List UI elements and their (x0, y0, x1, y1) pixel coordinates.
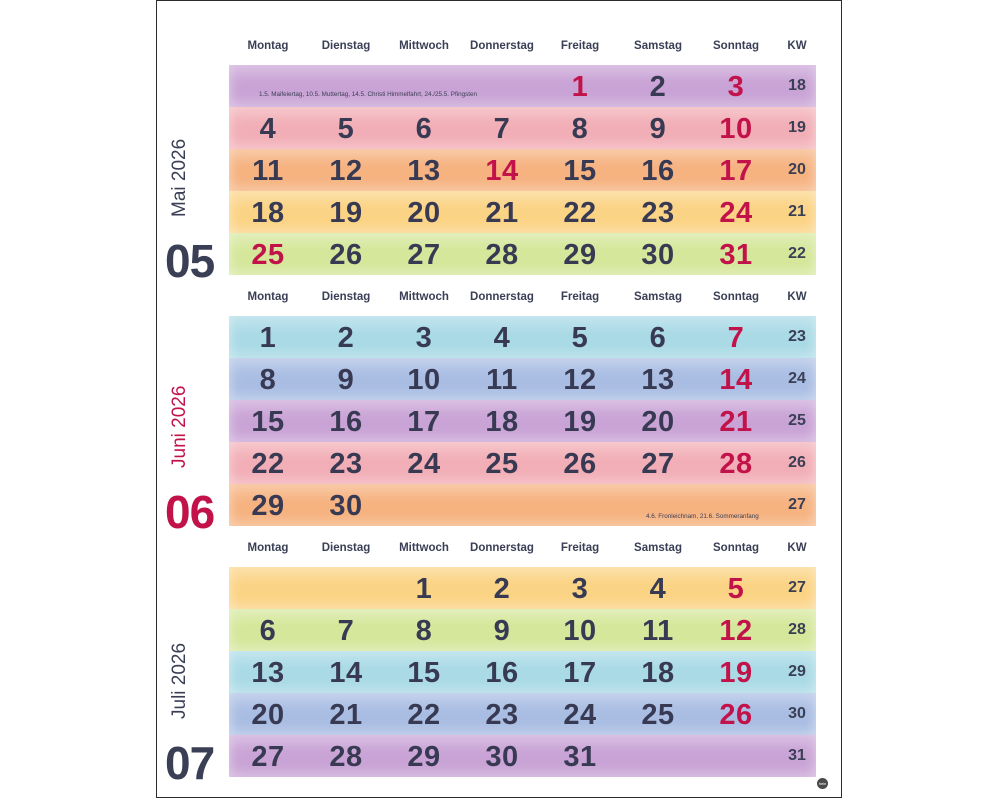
week-row (229, 735, 816, 777)
month-number: 07 (165, 737, 215, 789)
day-cell: 20 (641, 406, 675, 438)
week-row (229, 316, 816, 358)
day-cell: 24 (563, 699, 597, 731)
day-cell: 4 (493, 322, 511, 354)
day-cell: 2 (493, 573, 511, 605)
weekday-header: Donnerstag (470, 542, 534, 554)
day-cell-holiday: 7 (727, 322, 745, 354)
week-row (229, 191, 816, 233)
day-cell: 15 (407, 657, 441, 689)
week-number: 24 (788, 370, 806, 387)
weekday-header: Dienstag (321, 40, 371, 52)
month-name-year (169, 139, 191, 217)
month-year: 2026 (169, 138, 190, 182)
kw-header: KW (787, 40, 807, 52)
week-row (229, 400, 816, 442)
day-cell: 22 (251, 448, 285, 480)
weekday-header: Mittwoch (399, 40, 449, 52)
day-cell-holiday: 17 (719, 155, 753, 187)
day-cell: 29 (407, 741, 441, 773)
week-row (229, 693, 816, 735)
day-cell-holiday: 26 (719, 699, 753, 731)
day-cell-holiday: 14 (485, 155, 519, 187)
day-cell: 13 (407, 155, 441, 187)
weekday-header: Mittwoch (399, 291, 449, 303)
day-cell-holiday: 31 (719, 239, 753, 271)
month-name-year (169, 386, 191, 468)
weekday-header: Freitag (560, 291, 600, 303)
weekday-header: Donnerstag (470, 40, 534, 52)
day-cell: 2 (337, 322, 355, 354)
month-name-year (169, 643, 191, 719)
day-cell: 3 (415, 322, 433, 354)
week-row (229, 442, 816, 484)
day-cell (463, 65, 541, 107)
day-cell: 9 (493, 615, 511, 647)
day-cell: 12 (563, 364, 597, 396)
day-cell: 31 (563, 741, 597, 773)
weekday-header: Sonntag (713, 542, 759, 554)
day-cell (541, 484, 619, 526)
month-name: Juli (169, 690, 190, 719)
weekday-header: Freitag (560, 40, 600, 52)
day-cell-holiday: 5 (727, 573, 745, 605)
calendar-page (156, 0, 842, 798)
weekday-header: Donnerstag (470, 291, 534, 303)
week-number: 18 (788, 77, 806, 94)
day-cell (385, 484, 463, 526)
day-cell-holiday: 10 (719, 113, 753, 145)
day-cell: 26 (563, 448, 597, 480)
day-cell: 30 (641, 239, 675, 271)
day-cell: 21 (485, 197, 519, 229)
weekday-header: Dienstag (321, 542, 371, 554)
kw-header: KW (787, 291, 807, 303)
week-number: 20 (788, 161, 806, 178)
day-cell-holiday: 19 (719, 657, 753, 689)
week-row (229, 567, 816, 609)
day-cell: 8 (571, 113, 589, 145)
day-cell (385, 65, 463, 107)
weekday-header-row (229, 35, 816, 57)
day-cell: 19 (329, 197, 363, 229)
week-number: 29 (788, 663, 806, 680)
day-cell (229, 65, 307, 107)
day-cell: 28 (485, 239, 519, 271)
day-cell: 2 (649, 71, 667, 103)
day-cell: 23 (329, 448, 363, 480)
day-cell: 8 (415, 615, 433, 647)
day-cell: 15 (251, 406, 285, 438)
day-cell: 5 (571, 322, 589, 354)
day-cell: 11 (486, 364, 518, 396)
week-row (229, 609, 816, 651)
week-number: 27 (788, 579, 806, 596)
day-cell: 11 (252, 155, 284, 187)
day-cell: 6 (649, 322, 667, 354)
day-cell (463, 484, 541, 526)
day-cell: 13 (251, 657, 285, 689)
month-name: Juni (169, 433, 190, 468)
day-cell: 7 (337, 615, 355, 647)
weekday-header: Samstag (634, 542, 682, 554)
day-cell: 10 (407, 364, 441, 396)
weekday-header: Samstag (634, 40, 682, 52)
day-cell: 20 (251, 699, 285, 731)
day-cell: 25 (485, 448, 519, 480)
day-cell: 16 (641, 155, 675, 187)
month-year: 2026 (169, 642, 190, 686)
month-name: Mai (169, 186, 190, 217)
day-cell: 12 (329, 155, 363, 187)
day-cell: 28 (329, 741, 363, 773)
week-row (229, 107, 816, 149)
day-cell: 23 (641, 197, 675, 229)
day-cell: 4 (259, 113, 277, 145)
week-number: 26 (788, 454, 806, 471)
day-cell: 27 (251, 741, 285, 773)
day-cell: 22 (407, 699, 441, 731)
day-cell: 1 (259, 322, 277, 354)
day-cell: 20 (407, 197, 441, 229)
day-cell: 26 (329, 239, 363, 271)
day-cell: 7 (493, 113, 511, 145)
weekday-header: Mittwoch (399, 542, 449, 554)
day-cell: 24 (407, 448, 441, 480)
holiday-note: 1.5. Maifeiertag, 10.5. Muttertag, 14.5. Christi Himmelfahrt, 24./25.5. Pfingsten (259, 91, 478, 98)
day-cell (697, 735, 775, 777)
day-cell (307, 567, 385, 609)
day-cell: 6 (259, 615, 277, 647)
week-number: 30 (788, 705, 806, 722)
week-number: 31 (788, 747, 806, 764)
week-number: 25 (788, 412, 806, 429)
day-cell: 25 (641, 699, 675, 731)
month-number: 06 (165, 486, 215, 538)
day-cell (307, 65, 385, 107)
weekday-header: Dienstag (321, 291, 371, 303)
day-cell: 22 (563, 197, 597, 229)
weekday-header: Montag (247, 40, 289, 52)
week-row (229, 233, 816, 275)
holiday-note: 4.6. Fronleichnam, 21.6. Sommeranfang (646, 513, 759, 520)
week-number: 27 (788, 496, 806, 513)
day-cell-holiday: 1 (571, 71, 589, 103)
day-cell-holiday: 14 (719, 364, 753, 396)
day-cell: 23 (485, 699, 519, 731)
day-cell: 8 (259, 364, 277, 396)
week-number: 23 (788, 328, 806, 345)
week-number: 21 (788, 203, 806, 220)
day-cell: 27 (407, 239, 441, 271)
day-cell: 11 (642, 615, 674, 647)
week-number: 19 (788, 119, 806, 136)
day-cell: 6 (415, 113, 433, 145)
day-cell: 5 (337, 113, 355, 145)
weekday-header: Freitag (560, 542, 600, 554)
week-row (229, 65, 816, 107)
day-cell: 18 (251, 197, 285, 229)
day-cell-holiday: 3 (727, 71, 745, 103)
month-number: 05 (165, 235, 215, 287)
day-cell: 27 (641, 448, 675, 480)
day-cell (229, 567, 307, 609)
day-cell-holiday: 25 (251, 239, 285, 271)
day-cell-holiday: 24 (719, 197, 753, 229)
day-cell: 14 (329, 657, 363, 689)
day-cell: 10 (563, 615, 597, 647)
month-year: 2026 (169, 385, 190, 428)
day-cell: 30 (485, 741, 519, 773)
day-cell: 30 (329, 490, 363, 522)
week-number: 22 (788, 245, 806, 262)
day-cell: 1 (415, 573, 433, 605)
day-cell: 18 (641, 657, 675, 689)
day-cell: 17 (563, 657, 597, 689)
weekday-header: Montag (247, 291, 289, 303)
weekday-header-row (229, 537, 816, 559)
weekday-header-row (229, 286, 816, 308)
day-cell (619, 735, 697, 777)
day-cell-holiday: 12 (719, 615, 753, 647)
day-cell: 19 (563, 406, 597, 438)
day-cell: 9 (649, 113, 667, 145)
day-cell: 13 (641, 364, 675, 396)
day-cell-holiday: 21 (719, 406, 753, 438)
kw-header: KW (787, 542, 807, 554)
week-number: 28 (788, 621, 806, 638)
publisher-logo: hein (817, 778, 828, 789)
weekday-header: Montag (247, 542, 289, 554)
day-cell: 16 (485, 657, 519, 689)
week-row (229, 358, 816, 400)
week-row (229, 651, 816, 693)
day-cell: 4 (649, 573, 667, 605)
week-row (229, 149, 816, 191)
day-cell: 29 (251, 490, 285, 522)
weekday-header: Samstag (634, 291, 682, 303)
day-cell-holiday: 28 (719, 448, 753, 480)
day-cell: 3 (571, 573, 589, 605)
day-cell: 17 (407, 406, 441, 438)
weekday-header: Sonntag (713, 40, 759, 52)
day-cell: 18 (485, 406, 519, 438)
day-cell: 29 (563, 239, 597, 271)
day-cell: 21 (329, 699, 363, 731)
day-cell: 16 (329, 406, 363, 438)
day-cell: 15 (563, 155, 597, 187)
day-cell: 9 (337, 364, 355, 396)
weekday-header: Sonntag (713, 291, 759, 303)
